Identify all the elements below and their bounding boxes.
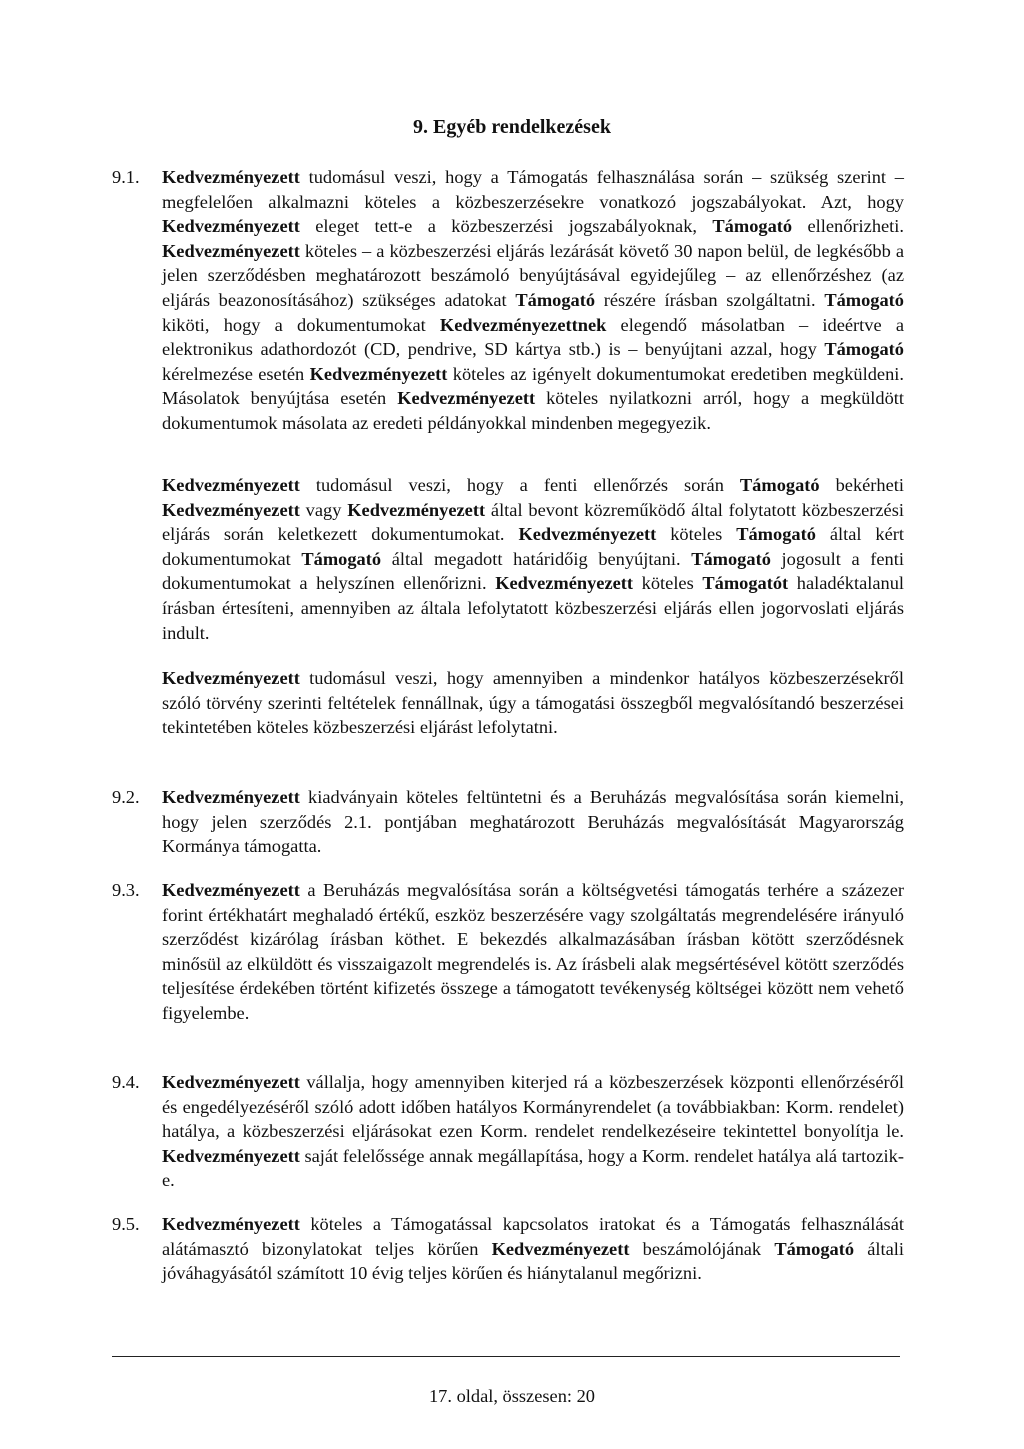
text-run: vagy xyxy=(299,499,348,520)
text-run: beszámolójának xyxy=(629,1238,775,1259)
clause-number-9-4: 9.4. xyxy=(112,1072,140,1092)
clause-number-9-5: 9.5. xyxy=(112,1214,140,1234)
text-run: köteles nyilatkozni arról, hogy a megküldött dokumentumok másolata az eredeti példányokkal mindenben megegyezik. xyxy=(162,388,904,433)
text-run: vállalja, hogy amennyiben kiterjed rá a közbeszerzések központi ellenőrzéséről és engedélyezéséről szóló adott időben hatályos Kormányrendelet (a továbbiakban: Korm. rendelet) hatálya, a közbeszerzési eljárásokat ezen Korm. rendelet rendelkezéseire tekintettel bonyolítja le. xyxy=(162,1072,904,1142)
bold-term: Kedvezményezett xyxy=(347,499,486,520)
bold-term: Kedvezményezett xyxy=(162,499,300,520)
text-run: a Beruházás megvalósítása során a költségvetési támogatás terhére a százezer forint értékhatárt meghaladó értékű, eszköz beszerzésére vagy szolgáltatás megrendelésére irányuló szerződést kizárólag írásban köthet. E bekezdés alkalmazásában írásban kötött szerződésnek minősül az elküldött és visszaigazolt megrendelés is. Az írásbeli alak megsértésével kötött szerződés teljesítése érdekében történt kifizetés összege a támogatott tevékenység költségei között nem vehető figyelembe. xyxy=(162,880,904,1023)
text-run: kiköti, hogy a dokumentumokat xyxy=(162,314,440,335)
bold-term: Támogató xyxy=(301,548,382,569)
text-run: saját felelőssége annak megállapítása, hogy a Korm. rendelet hatálya alá tartozik-e. xyxy=(162,1145,904,1191)
clause-9-4-paragraph xyxy=(162,1070,904,1193)
text-run: eleget tett-e a közbeszerzési jogszabályoknak, xyxy=(299,216,713,237)
bold-term: Kedvezményezett xyxy=(162,1214,300,1234)
clause-9-1-paragraph-3 xyxy=(162,666,904,740)
text-run: köteles xyxy=(656,524,737,545)
bold-term: Támogató xyxy=(774,1238,855,1259)
bold-term: Támogató xyxy=(824,339,904,360)
page-number: 17. oldal, összesen: 20 xyxy=(428,1386,595,1406)
bold-term: Kedvezményezett xyxy=(309,363,448,384)
clause-9-1-paragraph-1 xyxy=(162,165,904,436)
section-heading: 9. Egyéb rendelkezések xyxy=(413,116,611,138)
bold-term: Kedvezményezett xyxy=(162,1145,300,1166)
text-run: részére írásban szolgáltatni. xyxy=(595,289,825,310)
bold-term: Kedvezményezett xyxy=(162,880,300,900)
bold-term: Kedvezményezett xyxy=(162,240,300,261)
bold-term: Kedvezményezett xyxy=(162,216,300,237)
text-run: által megadott határidőig benyújtani. xyxy=(381,548,692,569)
text-run: által kért dokumentumokat xyxy=(162,524,904,569)
text-run: köteles – a közbeszerzési eljárás lezárását követő 30 napon belül, de legkésőbb a jelen szerződésben meghatározott beszámoló benyújtásával egyidejűleg – az ellenőrzéshez (az eljárás beazonosításához) szükséges adatokat xyxy=(162,240,904,310)
bold-term: Kedvezményezett xyxy=(491,1238,630,1259)
clause-9-2-paragraph xyxy=(162,785,904,859)
bold-term: Kedvezményezett xyxy=(162,787,300,807)
text-run: köteles a Támogatással kapcsolatos iratokat és a Támogatás felhasználását alátámasztó bizonylatokat teljes körűen xyxy=(162,1214,904,1259)
bold-term: Kedvezményezettnek xyxy=(439,314,607,335)
text-run: jogosult a fenti dokumentumokat a helyszínen ellenőrizni. xyxy=(162,548,904,594)
bold-term: Támogató xyxy=(736,524,816,545)
text-run: általi jóváhagyásától számított 10 évig teljes körűen és hiánytalanul megőrizni. xyxy=(162,1238,904,1284)
footer-divider xyxy=(112,1356,900,1357)
text-run: által bevont közreműködő által folytatott közbeszerzési eljárás során keletkezett dokumentumokat. xyxy=(162,499,904,545)
text-run: köteles az igényelt dokumentumokat eredetiben megküldeni. Másolatok benyújtása esetén xyxy=(162,363,905,409)
bold-term: Kedvezményezett xyxy=(162,668,300,688)
text-run: bekérheti xyxy=(819,475,905,495)
clause-9-1-paragraph-2 xyxy=(162,473,904,645)
text-run: ellenőrizheti. xyxy=(792,216,904,237)
text-run: tudomásul veszi, hogy amennyiben a mindenkor hatályos közbeszerzésekről szóló törvény szerinti feltételek fennállnak, úgy a támogatási összegből megvalósítandó beszerzései tekintetében köteles közbeszerzési eljárást lefolytatni. xyxy=(162,668,904,738)
text-run: elegendő másolatban – ideértve a elektronikus adathordozót (CD, pendrive, SD kártya stb.) is – benyújtani azzal, hogy xyxy=(162,314,904,360)
clause-9-3-paragraph xyxy=(162,878,904,1026)
bold-term: Kedvezményezett xyxy=(162,167,300,187)
bold-term: Támogatót xyxy=(702,573,789,594)
bold-term: Támogató xyxy=(712,216,793,237)
bold-term: Kedvezményezett xyxy=(397,388,536,409)
bold-term: Kedvezményezett xyxy=(162,1072,300,1092)
text-run: kiadványain köteles feltüntetni és a Beruházás megvalósítása során kiemelni, hogy jelen szerződés 2.1. pontjában meghatározott Beruházás megvalósítását Magyarország Kormánya támogatta. xyxy=(162,787,904,857)
clause-number-9-1: 9.1. xyxy=(112,167,140,187)
bold-term: Kedvezményezett xyxy=(495,573,634,594)
text-run: tudomásul veszi, hogy a fenti ellenőrzés során xyxy=(299,475,740,495)
clause-9-5-paragraph xyxy=(162,1212,904,1286)
clause-number-9-2: 9.2. xyxy=(112,787,140,807)
bold-term: Támogató xyxy=(515,289,596,310)
text-run: köteles xyxy=(633,573,703,594)
bold-term: Támogató xyxy=(739,475,820,495)
text-run: tudomásul veszi, hogy a Támogatás felhasználása során – szükség szerint – megfelelően alkalmazni köteles a közbeszerzésekre vonatkozó jogszabályokat. Azt, hogy xyxy=(162,167,904,212)
text-run: kérelmezése esetén xyxy=(162,363,310,384)
bold-term: Kedvezményezett xyxy=(518,524,657,545)
clause-number-9-3: 9.3. xyxy=(112,880,140,900)
text-run: haladéktalanul írásban értesíteni, amennyiben az általa lefolytatott közbeszerzési eljárás ellen jogorvoslati eljárás indult. xyxy=(162,573,905,643)
bold-term: Támogató xyxy=(691,548,771,569)
bold-term: Kedvezményezett xyxy=(162,475,300,495)
bold-term: Támogató xyxy=(824,289,904,310)
